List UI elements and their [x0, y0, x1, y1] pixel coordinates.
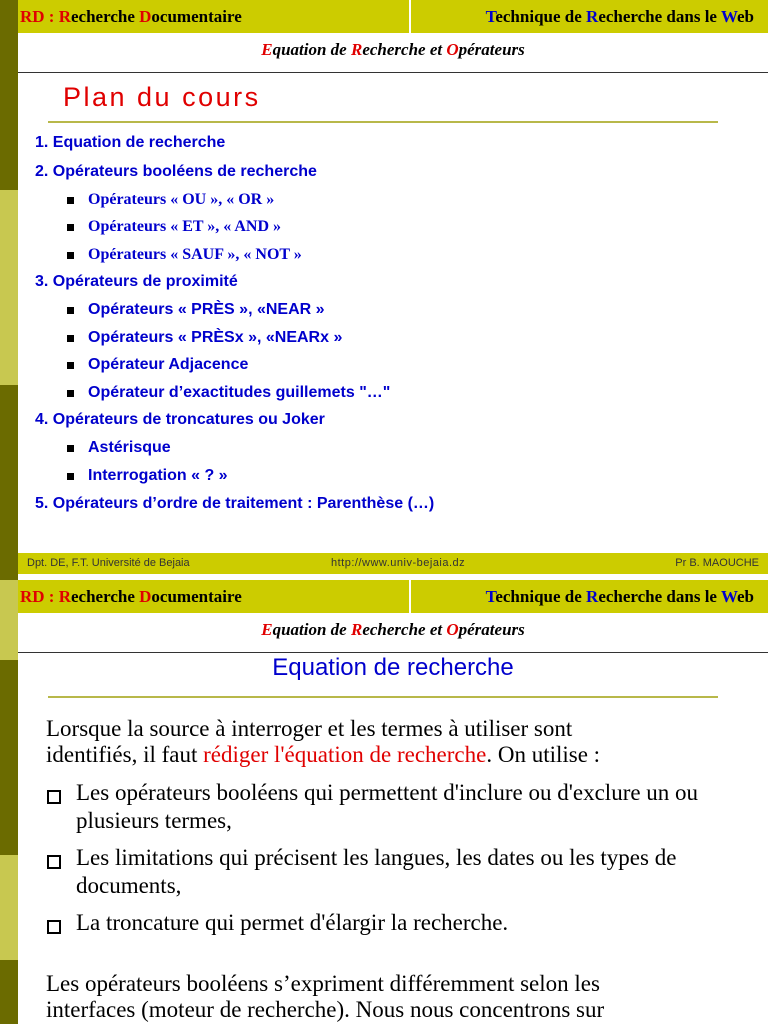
- plan-section: 1. Equation de recherche: [35, 134, 226, 151]
- text-run: E: [261, 620, 273, 639]
- text-run: T: [485, 7, 496, 26]
- intro-text-end: . On utilise :: [486, 742, 601, 767]
- square-bullet-icon: [67, 445, 74, 452]
- plan-subsection: Opérateurs « PRÈSx », «NEARx »: [88, 329, 343, 346]
- text-run: R: [350, 620, 363, 639]
- square-bullet-icon: [67, 362, 74, 369]
- slide-equation: [0, 580, 768, 1024]
- course-title: [20, 587, 242, 607]
- text-run: RD :: [20, 7, 59, 26]
- text-run: quation de: [272, 40, 351, 59]
- square-bullet-icon: [67, 197, 74, 204]
- footer-bar: [18, 553, 768, 574]
- intro-line-1: Lorsque la source à interroger et les termes à utiliser sont: [46, 716, 573, 741]
- outro-line-1: Les opérateurs booléens s’expriment différemment selon les: [46, 971, 600, 996]
- module-title: [486, 587, 754, 607]
- module-title: [486, 7, 754, 27]
- square-bullet-icon: [47, 855, 61, 869]
- plan-subsection: Interrogation « ? »: [88, 467, 228, 484]
- title-underline: [48, 696, 718, 698]
- text-run: ocumentaire: [151, 587, 242, 606]
- footer-url: http://www.univ-bejaia.dz: [331, 557, 466, 569]
- square-bullet-icon: [67, 473, 74, 480]
- intro-text: identifiés, il faut: [46, 742, 204, 767]
- text-run: echnique de: [495, 587, 587, 606]
- text-run: R: [586, 587, 599, 606]
- intro-paragraph: [46, 716, 746, 768]
- outro-paragraph: [46, 971, 746, 1023]
- slide-title: Plan du cours: [63, 82, 261, 112]
- text-run: R: [58, 7, 71, 26]
- text-run: R: [58, 587, 71, 606]
- text-run: RD :: [20, 587, 59, 606]
- plan-subsection: Opérateurs « SAUF », « NOT »: [88, 246, 302, 263]
- plan-subsection: Opérateur Adjacence: [88, 356, 249, 373]
- square-bullet-icon: [67, 390, 74, 397]
- text-run: echnique de: [495, 7, 587, 26]
- plan-section: 3. Opérateurs de proximité: [35, 273, 238, 290]
- plan-section: 2. Opérateurs booléens de recherche: [35, 163, 317, 180]
- text-run: W: [720, 587, 737, 606]
- text-run: echerche: [71, 587, 140, 606]
- chapter-subtitle: [18, 40, 768, 60]
- bullet-item: La troncature qui permet d'élargir la recherche.: [76, 910, 509, 935]
- footer-department: Dpt. DE, F.T. Université de Bejaia: [27, 557, 190, 569]
- square-bullet-icon: [67, 224, 74, 231]
- plan-subsection: Opérateurs « OU », « OR »: [88, 191, 275, 208]
- text-run: T: [485, 587, 496, 606]
- text-run: quation de: [272, 620, 351, 639]
- sidebar-decoration: [0, 0, 18, 580]
- divider: [18, 72, 768, 73]
- header-bar: [18, 580, 768, 613]
- bullet-item: Les opérateurs booléens qui permettent d'inclure ou d'exclure un ou plusieurs termes,: [76, 780, 699, 833]
- divider: [18, 652, 768, 653]
- square-bullet-icon: [67, 335, 74, 342]
- plan-subsection: Opérateurs « ET », « AND »: [88, 218, 282, 235]
- text-run: E: [261, 40, 273, 59]
- bullet-item: Les limitations qui précisent les langues, les dates ou les types de documents,: [76, 845, 677, 898]
- square-bullet-icon: [67, 307, 74, 314]
- header-bar: [18, 0, 768, 33]
- plan-section: 4. Opérateurs de troncatures ou Joker: [35, 411, 325, 428]
- text-run: echerche dans le: [598, 587, 721, 606]
- text-run: D: [139, 7, 152, 26]
- header-separator: [409, 580, 411, 613]
- slide-title: Equation de recherche: [272, 654, 514, 681]
- text-run: ocumentaire: [151, 7, 242, 26]
- square-bullet-icon: [47, 920, 61, 934]
- text-run: pérateurs: [458, 620, 525, 639]
- text-run: R: [350, 40, 363, 59]
- text-run: D: [139, 587, 152, 606]
- text-run: eb: [737, 7, 754, 26]
- text-run: echerche: [71, 7, 140, 26]
- plan-subsection: Opérateur d’exactitudes guillemets "…": [88, 384, 391, 401]
- chapter-subtitle: [18, 620, 768, 640]
- text-run: O: [446, 620, 459, 639]
- square-bullet-icon: [67, 252, 74, 259]
- text-run: eb: [737, 587, 754, 606]
- sidebar-decoration: [0, 580, 18, 1024]
- outro-line-2: interfaces (moteur de recherche). Nous nous concentrons sur: [46, 997, 605, 1022]
- text-run: O: [446, 40, 459, 59]
- plan-section: 5. Opérateurs d’ordre de traitement : Parenthèse (…): [35, 495, 435, 512]
- header-separator: [409, 0, 411, 33]
- text-run: echerche et: [362, 620, 447, 639]
- text-run: W: [720, 7, 737, 26]
- footer-author: Pr B. MAOUCHE: [675, 557, 759, 569]
- intro-line-2: [46, 742, 746, 768]
- plan-subsection: Astérisque: [88, 439, 171, 456]
- intro-highlight: rédiger l'équation de recherche: [203, 742, 487, 767]
- text-run: echerche et: [362, 40, 447, 59]
- square-bullet-icon: [47, 790, 61, 804]
- text-run: echerche dans le: [598, 7, 721, 26]
- text-run: pérateurs: [458, 40, 525, 59]
- course-title: [20, 7, 242, 27]
- title-underline: [48, 121, 718, 123]
- text-run: R: [586, 7, 599, 26]
- plan-subsection: Opérateurs « PRÈS », «NEAR »: [88, 301, 325, 318]
